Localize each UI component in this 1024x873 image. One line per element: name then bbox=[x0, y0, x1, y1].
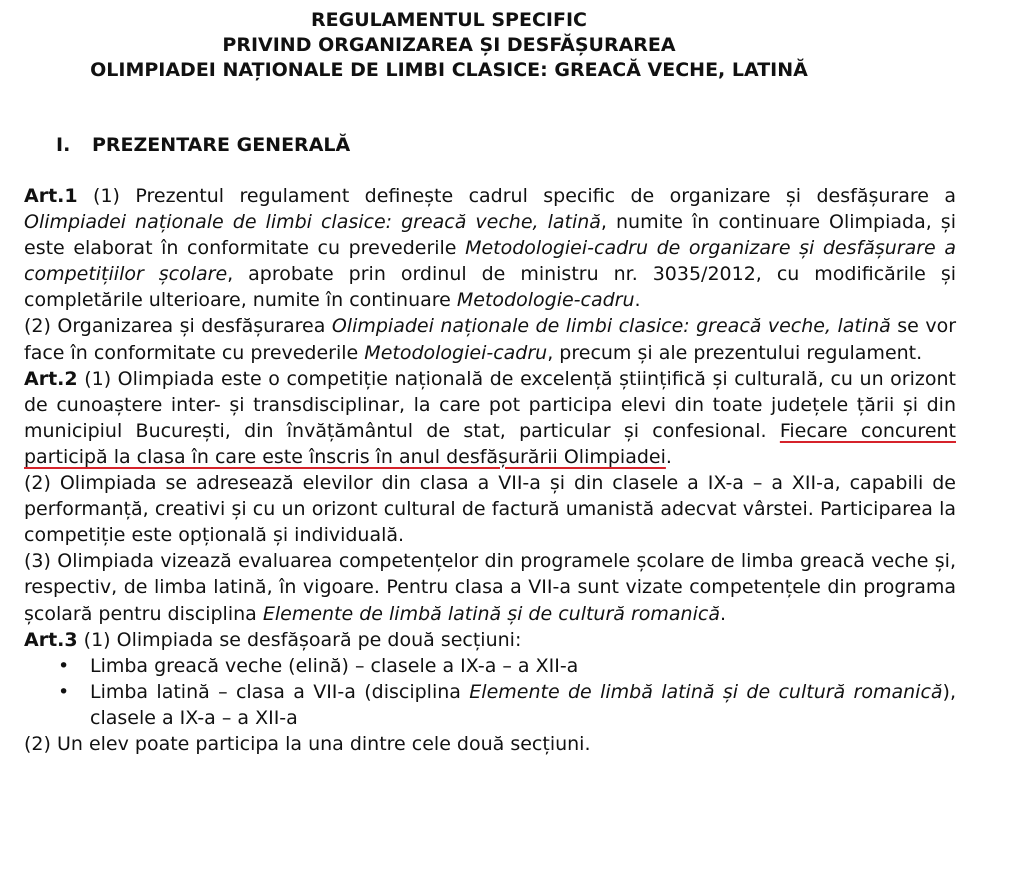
art1-paragraph-2 bbox=[24, 313, 956, 365]
art1-p2-text-d: se vor face în conformitate cu prevederile bbox=[24, 315, 957, 364]
art1-label: Art.1 bbox=[24, 185, 78, 207]
list-item bbox=[24, 653, 956, 679]
art1-p1-text-a: Prezentul regulament definește cadrul specific de organizare și desfășurare a bbox=[135, 185, 956, 207]
sections-list bbox=[24, 653, 956, 731]
art2-label: Art.2 bbox=[24, 367, 78, 390]
title-line-3: OLIMPIADEI NAȚIONALE DE LIMBI CLASICE: GREACĂ VECHE, LATINĂ bbox=[90, 59, 808, 81]
art3-paragraph-1 bbox=[24, 627, 956, 653]
section-number: I. bbox=[56, 134, 71, 156]
art1-p1-number: (1) bbox=[93, 185, 120, 207]
art3-paragraph-2: (2) Un elev poate participa la una dintre cele două secțiuni. bbox=[24, 732, 591, 755]
highlighted-sentence: Fiecare concurent participă la clasa în care este înscris în anul desfășurării Olimpiadei bbox=[24, 419, 956, 468]
section-heading bbox=[56, 133, 350, 157]
art1-p2-olympiad-rest: naționale de limbi clasice: greacă veche, latină bbox=[440, 315, 891, 338]
art2-paragraph-2: (2) Olimpiada se adresează elevilor din clasa a VII-a și din clasele a IX-a – a XII-a, capabili de performanță, creativi și cu un orizont cultural de factură umanistă adecvat vârstei. Participarea la competiție este opțională și individuală. bbox=[24, 472, 956, 547]
title-line-2: PRIVIND ORGANIZAREA ȘI DESFĂȘURAREA bbox=[222, 34, 676, 56]
art1-p1-period: . bbox=[634, 289, 641, 312]
bullet-icon: • bbox=[58, 654, 70, 677]
art2-paragraph-3 bbox=[24, 548, 956, 626]
art1-p1-olympiad-name: Olimpiadei naționale de limbi clasice: greacă veche, latină bbox=[24, 211, 601, 234]
art1-p2-methodology: Metodologiei-cadru bbox=[364, 341, 548, 364]
art1-p1-methodology-name: Metodologiei-cadru de organizare și desfășurare a competițiilor școlare bbox=[24, 237, 956, 286]
title-line-1: REGULAMENTUL SPECIFIC bbox=[311, 9, 587, 31]
art3-p1-text: (1) Olimpiada se desfășoară pe două secțiuni: bbox=[83, 628, 522, 651]
art3-label: Art.3 bbox=[24, 628, 78, 651]
art2-paragraph-1 bbox=[24, 366, 956, 470]
art1-paragraph-1 bbox=[24, 183, 956, 313]
art2-p3-period: . bbox=[719, 602, 727, 625]
section-title: PREZENTARE GENERALĂ bbox=[92, 134, 351, 156]
art1-p2-olympiad: Olimpiadei bbox=[331, 315, 434, 338]
bullet-icon: • bbox=[58, 680, 70, 703]
list-item-text: Limba greacă veche (elină) – clasele a IX-a – a XII-a bbox=[90, 654, 579, 677]
art1-p1-text-e: , aprobate prin ordinul de ministru nr. 3035/2012, cu modificările și completările ulterioare, numite în continuare bbox=[24, 263, 956, 312]
list-item-text: Limba latină – clasa a VII-a (disciplina bbox=[90, 680, 461, 703]
list-item-discipline: Elemente de limbă latină și de cultură romanică bbox=[469, 680, 943, 703]
art1-p2-text-a: (2) Organizarea și desfășurarea bbox=[24, 315, 326, 338]
art2-p3-discipline: Elemente de limbă latină și de cultură romanică bbox=[262, 602, 720, 625]
document-body bbox=[24, 183, 956, 757]
art2-p1-text: (1) Olimpiada este o competiție națională de excelență științifică și culturală, cu un orizont de cunoaștere inter- și transdisciplinar, la care pot participa elevi din toate județele țării și din municipiul București, din învățământul de stat, particular și confesional. bbox=[24, 367, 956, 442]
art2-p1-period: . bbox=[665, 445, 672, 468]
document-title bbox=[0, 8, 898, 83]
art1-p1-methodology-short: Metodologie-cadru bbox=[456, 289, 635, 312]
list-item bbox=[24, 679, 956, 731]
list-item-text-end: ), clasele a IX-a – a XII-a bbox=[90, 680, 956, 729]
art1-p2-text-f: , precum și ale prezentului regulament. bbox=[547, 341, 923, 364]
art1-p1-text-c: , numite în continuare Olimpiada, și este elaborat în conformitate cu prevederile bbox=[24, 211, 956, 260]
art2-p3-text-a: (3) Olimpiada vizează evaluarea competențelor din programele școlare de limba greacă veche și, respectiv, de limba latină, în vigoare. Pentru clasa a VII-a sunt vizate competențele din programa școlară pentru disciplina bbox=[24, 550, 956, 625]
